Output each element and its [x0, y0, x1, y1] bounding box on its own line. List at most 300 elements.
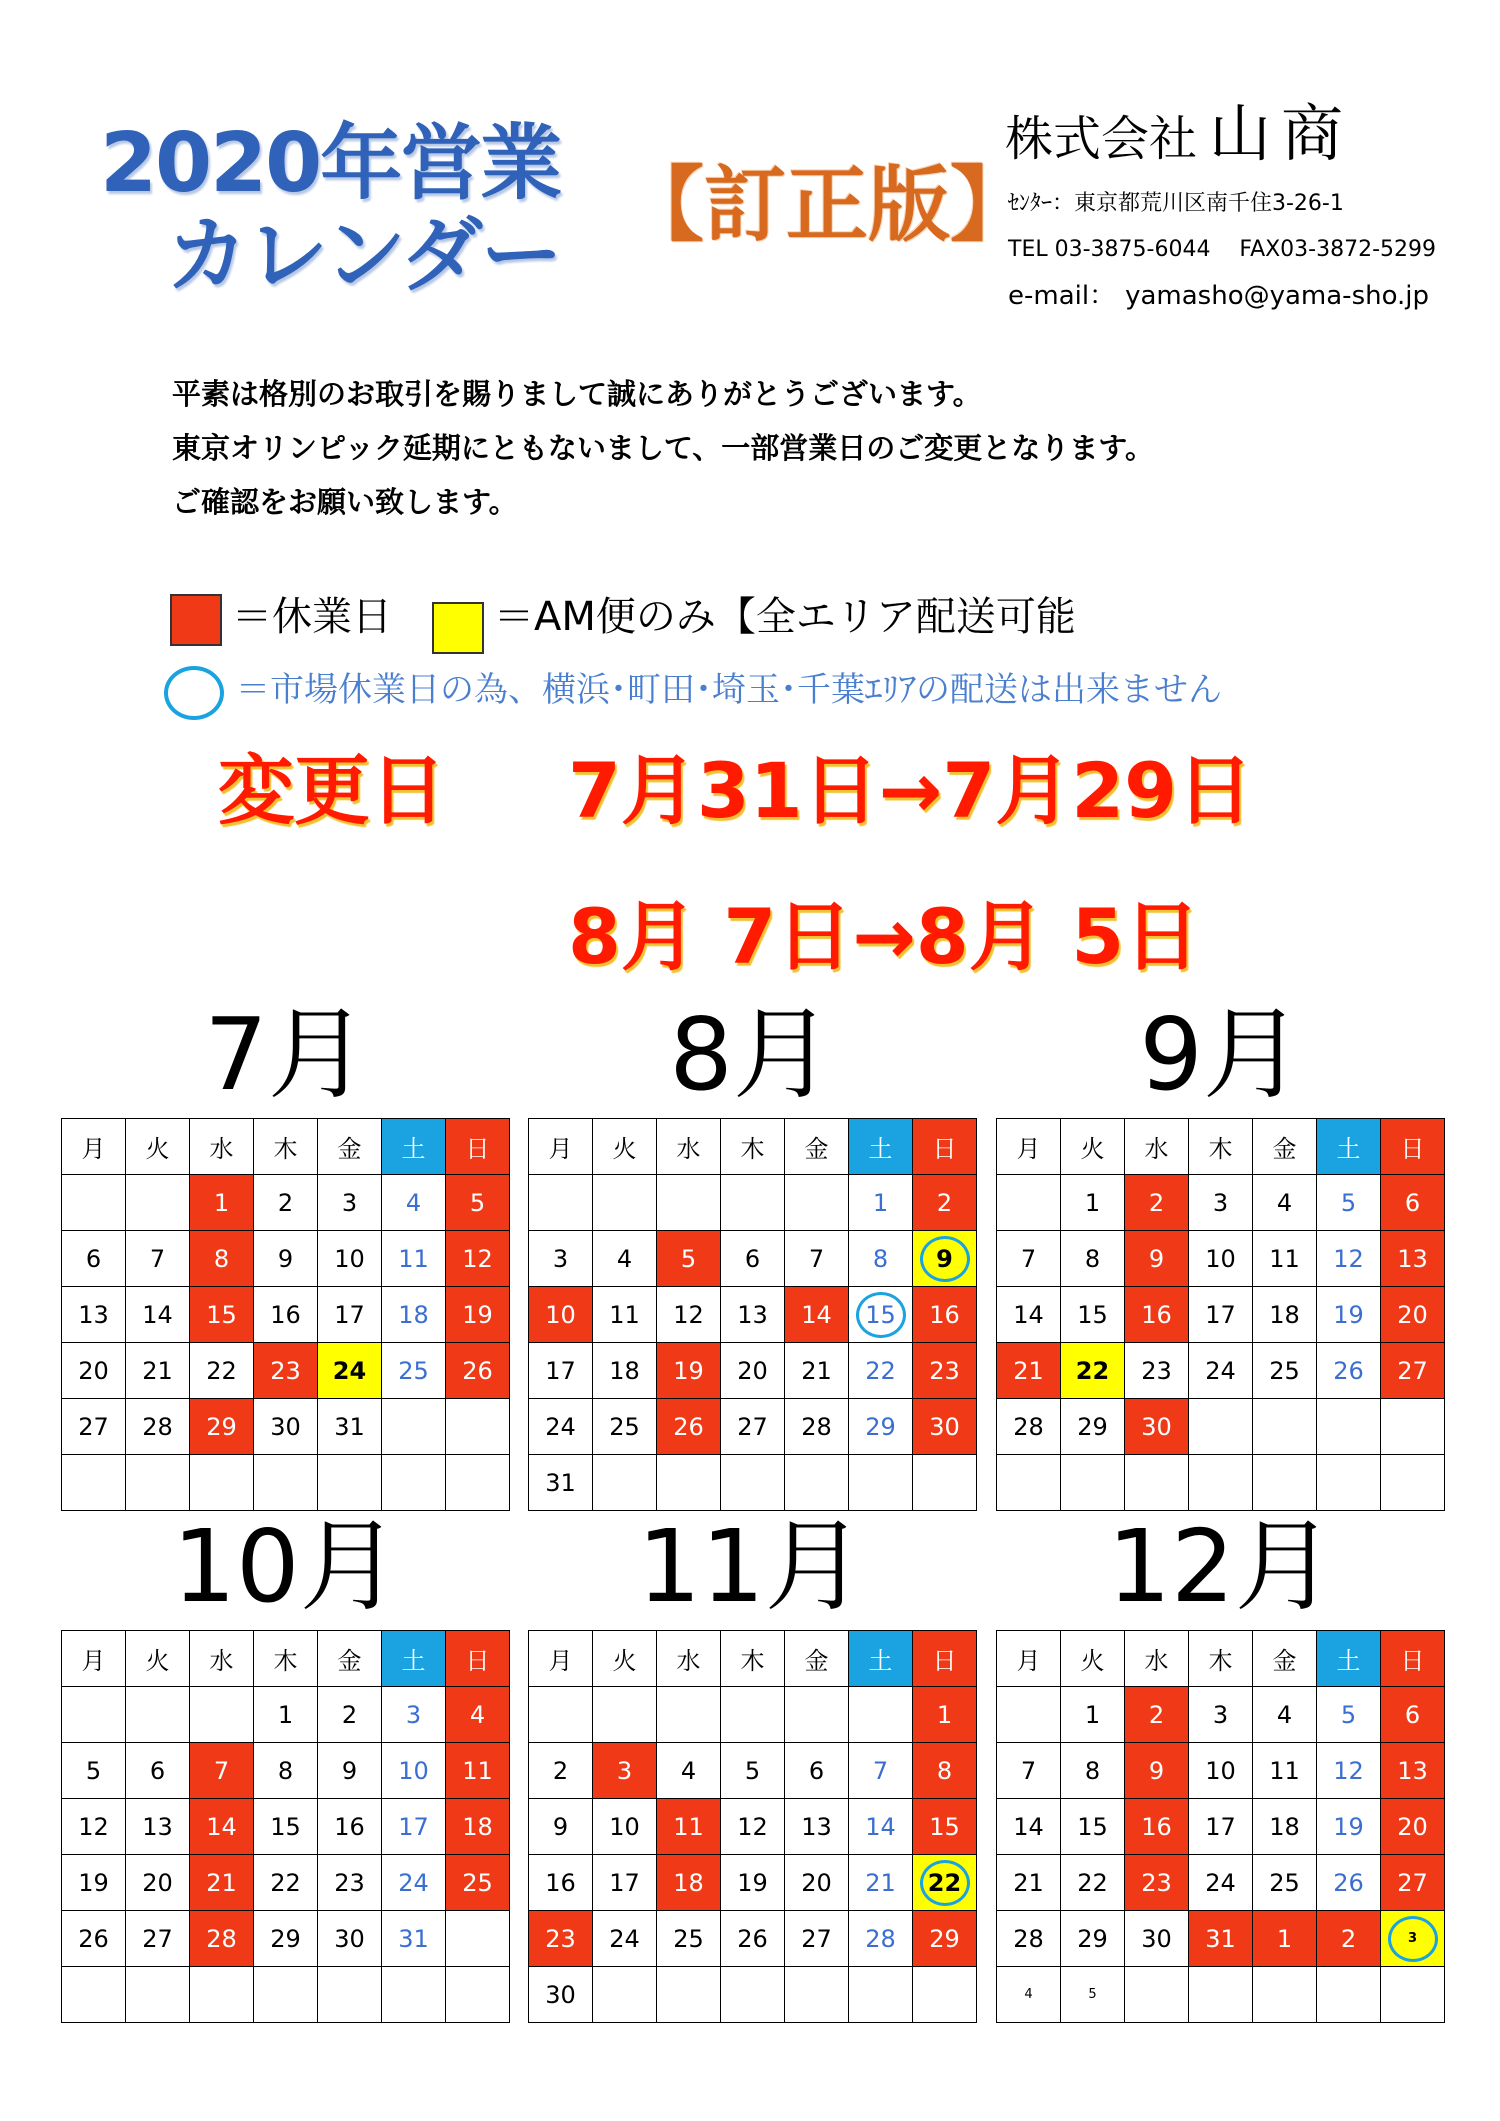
day-cell	[254, 1343, 318, 1399]
day-cell	[913, 1687, 977, 1743]
day-number: 12	[673, 1300, 704, 1329]
day-number: 18	[1269, 1812, 1300, 1841]
empty-day-cell	[529, 1175, 593, 1231]
empty-day-cell	[657, 1687, 721, 1743]
day-number: 11	[609, 1300, 640, 1329]
day-number: 12	[78, 1812, 109, 1841]
day-cell	[1253, 1287, 1317, 1343]
day-number: 28	[206, 1924, 237, 1953]
day-number: 23	[1141, 1868, 1172, 1897]
day-cell	[721, 1287, 785, 1343]
day-cell	[1061, 1911, 1125, 1967]
day-cell	[446, 1175, 510, 1231]
day-number: 3	[1212, 1700, 1229, 1729]
day-number: 23	[334, 1868, 365, 1897]
revised-edition-label: 【訂正版】	[622, 158, 1033, 253]
month-title-nov: 11月	[637, 1508, 865, 1625]
day-number: 21	[206, 1868, 237, 1897]
day-cell	[529, 1911, 593, 1967]
day-cell	[62, 1343, 126, 1399]
day-cell	[254, 1175, 318, 1231]
day-number: 27	[737, 1412, 768, 1441]
week-row	[997, 1343, 1445, 1399]
day-number: 21	[801, 1356, 832, 1385]
day-cell	[913, 1343, 977, 1399]
day-number: 27	[78, 1412, 109, 1441]
empty-day-cell	[62, 1455, 126, 1511]
weekday-header: 月	[997, 1119, 1061, 1175]
day-number: 3	[552, 1244, 569, 1273]
week-row	[997, 1967, 1445, 2023]
day-number: 15	[865, 1300, 896, 1329]
day-number: 24	[398, 1868, 429, 1897]
day-cell	[1253, 1687, 1317, 1743]
empty-day-cell	[849, 1967, 913, 2023]
empty-day-cell	[126, 1967, 190, 2023]
day-cell	[785, 1855, 849, 1911]
weekday-header: 水	[190, 1631, 254, 1687]
day-cell	[1125, 1743, 1189, 1799]
empty-day-cell	[190, 1687, 254, 1743]
day-number: 9	[341, 1756, 358, 1785]
day-cell	[190, 1287, 254, 1343]
day-cell	[913, 1743, 977, 1799]
day-number: 19	[462, 1300, 493, 1329]
day-cell	[529, 1231, 593, 1287]
day-cell	[657, 1343, 721, 1399]
day-number: 21	[142, 1356, 173, 1385]
day-cell	[62, 1799, 126, 1855]
day-cell	[913, 1799, 977, 1855]
weekday-header: 日	[1381, 1119, 1445, 1175]
day-cell	[1189, 1743, 1253, 1799]
day-number: 12	[1333, 1244, 1364, 1273]
day-number: 8	[936, 1756, 953, 1785]
day-cell	[318, 1343, 382, 1399]
week-row	[529, 1231, 977, 1287]
day-number: 4	[405, 1188, 422, 1217]
day-number: 23	[1141, 1356, 1172, 1385]
empty-day-cell	[1189, 1399, 1253, 1455]
day-cell	[1381, 1687, 1445, 1743]
day-cell	[721, 1799, 785, 1855]
day-cell	[126, 1231, 190, 1287]
day-cell	[318, 1687, 382, 1743]
legend-closed-label: ＝休業日	[232, 594, 392, 640]
calendar-august	[528, 1118, 977, 1511]
day-cell	[126, 1399, 190, 1455]
day-number: 7	[213, 1756, 230, 1785]
week-row	[997, 1455, 1445, 1511]
day-cell	[1125, 1231, 1189, 1287]
empty-day-cell	[849, 1687, 913, 1743]
month-title-aug: 8月	[669, 996, 833, 1113]
week-row	[62, 1399, 510, 1455]
day-number: 31	[545, 1468, 576, 1497]
day-number: 3	[405, 1700, 422, 1729]
day-cell	[1125, 1911, 1189, 1967]
day-cell	[785, 1399, 849, 1455]
day-cell	[997, 1399, 1061, 1455]
weekday-header: 日	[446, 1631, 510, 1687]
day-number: 4	[680, 1756, 697, 1785]
day-cell	[913, 1399, 977, 1455]
day-number: 26	[1333, 1356, 1364, 1385]
day-number: 24	[609, 1924, 640, 1953]
day-cell	[721, 1911, 785, 1967]
day-number: 6	[744, 1244, 761, 1273]
day-number: 8	[277, 1756, 294, 1785]
day-cell	[1317, 1687, 1381, 1743]
day-cell	[1381, 1287, 1445, 1343]
day-number: 13	[1397, 1756, 1428, 1785]
empty-day-cell	[318, 1455, 382, 1511]
week-row	[997, 1743, 1445, 1799]
day-cell	[62, 1855, 126, 1911]
title-line2: カレンダー	[166, 208, 561, 303]
day-number: 17	[334, 1300, 365, 1329]
day-cell	[1253, 1343, 1317, 1399]
empty-day-cell	[721, 1687, 785, 1743]
day-cell	[1189, 1687, 1253, 1743]
weekday-header: 火	[126, 1119, 190, 1175]
day-number: 13	[737, 1300, 768, 1329]
empty-day-cell	[318, 1967, 382, 2023]
empty-day-cell	[446, 1399, 510, 1455]
day-number: 3	[341, 1188, 358, 1217]
day-number: 13	[142, 1812, 173, 1841]
day-number: 11	[1269, 1244, 1300, 1273]
day-cell	[254, 1911, 318, 1967]
empty-day-cell	[785, 1967, 849, 2023]
empty-day-cell	[1317, 1455, 1381, 1511]
day-cell	[997, 1743, 1061, 1799]
day-number: 3	[1212, 1188, 1229, 1217]
company-tel-fax: TEL 03-3875-6044 FAX03-3872-5299	[1008, 237, 1437, 262]
day-cell	[382, 1287, 446, 1343]
day-cell	[1381, 1911, 1445, 1967]
week-row	[62, 1799, 510, 1855]
day-number: 16	[545, 1868, 576, 1897]
day-number: 8	[872, 1244, 889, 1273]
day-cell	[529, 1287, 593, 1343]
week-row	[62, 1687, 510, 1743]
day-cell	[721, 1343, 785, 1399]
day-number: 3	[616, 1756, 633, 1785]
week-row	[997, 1399, 1445, 1455]
day-number: 26	[737, 1924, 768, 1953]
week-row	[997, 1799, 1445, 1855]
day-cell	[1317, 1231, 1381, 1287]
day-cell	[1125, 1687, 1189, 1743]
week-row	[529, 1343, 977, 1399]
day-cell	[126, 1287, 190, 1343]
empty-day-cell	[997, 1455, 1061, 1511]
empty-day-cell	[785, 1687, 849, 1743]
day-cell	[446, 1799, 510, 1855]
day-cell	[1061, 1231, 1125, 1287]
day-cell	[382, 1855, 446, 1911]
empty-day-cell	[1381, 1967, 1445, 2023]
week-row	[62, 1231, 510, 1287]
day-number: 6	[85, 1244, 102, 1273]
weekday-header: 月	[529, 1631, 593, 1687]
day-cell	[382, 1911, 446, 1967]
day-number: 5	[469, 1188, 486, 1217]
day-number: 29	[270, 1924, 301, 1953]
day-cell	[593, 1231, 657, 1287]
day-cell	[382, 1743, 446, 1799]
day-number: 20	[78, 1356, 109, 1385]
day-number: 14	[865, 1812, 896, 1841]
day-cell	[1125, 1287, 1189, 1343]
empty-day-cell	[254, 1967, 318, 2023]
day-number: 10	[609, 1812, 640, 1841]
day-cell	[126, 1343, 190, 1399]
day-cell	[1381, 1743, 1445, 1799]
day-cell	[849, 1799, 913, 1855]
day-number: 31	[1205, 1924, 1236, 1953]
weekday-header: 土	[382, 1631, 446, 1687]
empty-day-cell	[1317, 1967, 1381, 2023]
weekday-header: 木	[1189, 1119, 1253, 1175]
empty-day-cell	[593, 1455, 657, 1511]
day-number: 9	[1148, 1244, 1165, 1273]
day-cell	[190, 1175, 254, 1231]
month-title-jul: 7月	[204, 996, 368, 1113]
day-number: 16	[929, 1300, 960, 1329]
day-cell	[593, 1343, 657, 1399]
day-cell	[997, 1855, 1061, 1911]
day-number: 5	[1340, 1700, 1357, 1729]
day-cell	[657, 1743, 721, 1799]
day-number: 14	[1013, 1812, 1044, 1841]
day-cell	[1061, 1743, 1125, 1799]
empty-day-cell	[62, 1175, 126, 1231]
day-cell	[126, 1743, 190, 1799]
day-number: 16	[1141, 1812, 1172, 1841]
day-number: 25	[673, 1924, 704, 1953]
weekday-header: 土	[1317, 1631, 1381, 1687]
day-number: 24	[1205, 1868, 1236, 1897]
day-cell	[254, 1399, 318, 1455]
day-number: 26	[673, 1412, 704, 1441]
change-date-1: 7月31日→7月29日	[568, 746, 1253, 835]
weekday-header: 水	[657, 1119, 721, 1175]
day-number: 5	[1088, 1987, 1097, 2002]
day-number: 17	[1205, 1300, 1236, 1329]
day-cell	[1061, 1287, 1125, 1343]
day-cell	[849, 1911, 913, 1967]
empty-day-cell	[657, 1455, 721, 1511]
day-number: 14	[206, 1812, 237, 1841]
day-cell	[849, 1231, 913, 1287]
day-number: 17	[398, 1812, 429, 1841]
day-cell	[529, 1455, 593, 1511]
weekday-header: 金	[785, 1119, 849, 1175]
legend-market-closed-label: ＝市場休業日の為、横浜･町田･埼玉･千葉ｴﾘｱの配送は出来ません	[236, 670, 1222, 710]
calendar-november	[528, 1630, 977, 2023]
empty-day-cell	[721, 1175, 785, 1231]
title-line1: 2020年営業	[100, 116, 561, 211]
day-cell	[190, 1231, 254, 1287]
day-cell	[1381, 1343, 1445, 1399]
day-number: 15	[206, 1300, 237, 1329]
empty-day-cell	[1125, 1967, 1189, 2023]
day-number: 4	[469, 1700, 486, 1729]
empty-day-cell	[721, 1967, 785, 2023]
day-number: 11	[462, 1756, 493, 1785]
week-row	[997, 1287, 1445, 1343]
weekday-header: 土	[849, 1631, 913, 1687]
week-row	[529, 1799, 977, 1855]
day-number: 22	[206, 1356, 237, 1385]
day-cell	[62, 1743, 126, 1799]
day-cell	[1253, 1175, 1317, 1231]
day-cell	[1061, 1967, 1125, 2023]
day-number: 23	[270, 1356, 301, 1385]
day-cell	[593, 1911, 657, 1967]
empty-day-cell	[529, 1687, 593, 1743]
day-number: 7	[1020, 1244, 1037, 1273]
day-cell	[849, 1743, 913, 1799]
email-address: yamasho@yama-sho.jp	[1125, 281, 1430, 311]
weekday-header: 金	[1253, 1631, 1317, 1687]
day-number: 15	[1077, 1812, 1108, 1841]
day-number: 26	[462, 1356, 493, 1385]
day-number: 5	[1340, 1188, 1357, 1217]
day-cell	[1317, 1175, 1381, 1231]
day-number: 17	[545, 1356, 576, 1385]
week-row	[997, 1687, 1445, 1743]
day-number: 27	[1397, 1868, 1428, 1897]
day-number: 30	[929, 1412, 960, 1441]
day-number: 21	[865, 1868, 896, 1897]
week-row	[529, 1911, 977, 1967]
day-number: 30	[270, 1412, 301, 1441]
day-number: 13	[78, 1300, 109, 1329]
day-cell	[318, 1743, 382, 1799]
day-cell	[254, 1687, 318, 1743]
day-cell	[1317, 1743, 1381, 1799]
day-cell	[382, 1343, 446, 1399]
empty-day-cell	[785, 1175, 849, 1231]
day-number: 25	[462, 1868, 493, 1897]
day-cell	[382, 1799, 446, 1855]
day-cell	[190, 1799, 254, 1855]
day-number: 9	[552, 1812, 569, 1841]
day-number: 18	[609, 1356, 640, 1385]
day-cell	[657, 1855, 721, 1911]
calendar-july	[61, 1118, 510, 1511]
day-number: 25	[1269, 1868, 1300, 1897]
day-number: 20	[1397, 1300, 1428, 1329]
day-number: 19	[673, 1356, 704, 1385]
weekday-header: 土	[1317, 1119, 1381, 1175]
day-number: 16	[334, 1812, 365, 1841]
day-cell	[593, 1855, 657, 1911]
day-cell	[1189, 1343, 1253, 1399]
day-number: 23	[929, 1356, 960, 1385]
day-cell	[190, 1343, 254, 1399]
calendar-october	[61, 1630, 510, 2023]
day-number: 1	[1276, 1924, 1293, 1953]
day-cell	[190, 1911, 254, 1967]
week-row	[997, 1855, 1445, 1911]
day-number: 28	[865, 1924, 896, 1953]
empty-day-cell	[382, 1967, 446, 2023]
day-number: 7	[872, 1756, 889, 1785]
day-cell	[318, 1287, 382, 1343]
day-cell	[1253, 1799, 1317, 1855]
day-cell	[849, 1343, 913, 1399]
day-cell	[997, 1967, 1061, 2023]
day-cell	[382, 1175, 446, 1231]
day-cell	[1317, 1855, 1381, 1911]
day-cell	[657, 1799, 721, 1855]
calendar-title	[100, 118, 620, 302]
day-number: 11	[398, 1244, 429, 1273]
day-cell	[382, 1231, 446, 1287]
day-cell	[849, 1287, 913, 1343]
email-label: e-mail：	[1008, 281, 1116, 311]
day-cell	[997, 1799, 1061, 1855]
week-row	[997, 1231, 1445, 1287]
day-number: 4	[1276, 1700, 1293, 1729]
day-cell	[1189, 1855, 1253, 1911]
weekday-header: 木	[721, 1631, 785, 1687]
day-cell	[446, 1687, 510, 1743]
day-number: 9	[277, 1244, 294, 1273]
day-number: 8	[1084, 1756, 1101, 1785]
day-cell	[446, 1743, 510, 1799]
day-number: 3	[1407, 1931, 1418, 1946]
day-cell	[529, 1967, 593, 2023]
day-cell	[1061, 1175, 1125, 1231]
day-number: 8	[1084, 1244, 1101, 1273]
day-number: 18	[673, 1868, 704, 1897]
day-cell	[382, 1687, 446, 1743]
day-cell	[190, 1855, 254, 1911]
empty-day-cell	[382, 1399, 446, 1455]
day-cell	[913, 1175, 977, 1231]
day-cell	[785, 1287, 849, 1343]
day-cell	[1061, 1855, 1125, 1911]
week-row	[529, 1967, 977, 2023]
day-cell	[1253, 1743, 1317, 1799]
day-cell	[1061, 1343, 1125, 1399]
day-number: 1	[1084, 1188, 1101, 1217]
day-number: 16	[270, 1300, 301, 1329]
day-cell	[254, 1743, 318, 1799]
day-cell	[785, 1911, 849, 1967]
day-cell	[657, 1287, 721, 1343]
week-row	[62, 1287, 510, 1343]
day-number: 29	[929, 1924, 960, 1953]
day-number: 25	[398, 1356, 429, 1385]
day-cell	[997, 1287, 1061, 1343]
day-cell	[446, 1231, 510, 1287]
weekday-header: 日	[1381, 1631, 1445, 1687]
weekday-header: 火	[1061, 1119, 1125, 1175]
legend-closed-swatch	[170, 594, 222, 646]
day-number: 21	[1013, 1356, 1044, 1385]
day-number: 20	[801, 1868, 832, 1897]
empty-day-cell	[1317, 1399, 1381, 1455]
empty-day-cell	[721, 1455, 785, 1511]
empty-day-cell	[190, 1967, 254, 2023]
day-cell	[1381, 1799, 1445, 1855]
